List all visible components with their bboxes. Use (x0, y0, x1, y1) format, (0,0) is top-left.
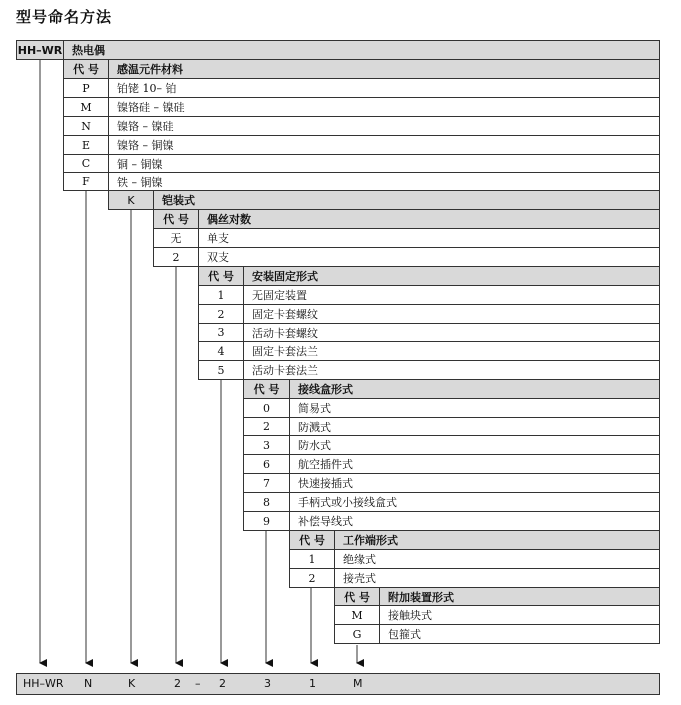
item-code: P (64, 79, 109, 97)
item-code: 1 (199, 286, 244, 304)
list-item (63, 117, 660, 136)
junction-header-code: 代 号 (244, 380, 290, 398)
list-item (198, 361, 660, 380)
item-code: 2 (154, 248, 199, 266)
tip-header-row (289, 531, 660, 550)
junction-header-label: 接线盒形式 (298, 383, 353, 396)
item-label: 快速接插式 (298, 477, 353, 490)
tip-header-label: 工作端形式 (343, 534, 398, 547)
item-label: 活动卡套法兰 (252, 364, 318, 377)
example-part-tip: 1 (309, 677, 316, 690)
item-code: 0 (244, 399, 290, 417)
item-label: 镍铬 – 镍硅 (117, 120, 174, 133)
extra-header-code: 代 号 (335, 588, 380, 605)
mount-header-row (198, 267, 660, 286)
item-code: M (64, 98, 109, 116)
list-item (63, 79, 660, 98)
item-code: N (64, 117, 109, 135)
list-item (153, 248, 660, 267)
item-code: 3 (244, 436, 290, 454)
item-label: 活动卡套螺纹 (252, 326, 318, 340)
item-label: 补偿导线式 (298, 515, 353, 528)
item-label: 接壳式 (343, 572, 376, 585)
item-code: 8 (244, 493, 290, 511)
example-part-junction: 3 (264, 677, 271, 690)
item-code: F (64, 173, 109, 190)
item-label: 防溅式 (298, 420, 331, 434)
item-code: 4 (199, 342, 244, 360)
item-label: 铂铑 10– 铂 (117, 82, 177, 95)
mount-header-code: 代 号 (199, 267, 244, 285)
item-code: 9 (244, 512, 290, 530)
item-label: 固定卡套法兰 (252, 345, 318, 358)
list-item (63, 155, 660, 173)
list-item (198, 342, 660, 361)
item-label: 包箍式 (388, 628, 421, 641)
example-part-armor: K (128, 677, 136, 690)
example-part-main: HH–WR (23, 677, 64, 690)
item-label: 镍铬 – 铜镍 (117, 139, 174, 152)
page-title: 型号命名方法 (16, 8, 113, 26)
list-item (334, 625, 660, 644)
extra-header-row (334, 588, 660, 606)
item-code: 2 (290, 569, 335, 587)
item-code: G (335, 625, 380, 643)
item-code: 7 (244, 474, 290, 492)
main-code: HH–WR (17, 41, 64, 59)
armor-row (108, 191, 660, 210)
item-code: 2 (199, 305, 244, 323)
item-code: 无 (154, 229, 199, 247)
item-code: M (335, 606, 380, 624)
list-item (243, 493, 660, 512)
list-item (243, 436, 660, 455)
item-label: 接触块式 (388, 609, 432, 622)
pairs-header-row (153, 210, 660, 229)
list-item (63, 136, 660, 155)
armor-code: K (109, 191, 154, 209)
item-label: 双支 (207, 251, 229, 264)
list-item (198, 324, 660, 342)
pairs-header-label: 偶丝对数 (207, 213, 251, 226)
example-part-material: N (84, 677, 93, 690)
item-label: 航空插件式 (298, 458, 353, 471)
item-code: 6 (244, 455, 290, 473)
item-code: 5 (199, 361, 244, 379)
material-header-row (63, 60, 660, 79)
list-item (289, 550, 660, 569)
armor-label: 铠装式 (162, 194, 195, 207)
pairs-header-code: 代 号 (154, 210, 199, 228)
example-part-mount: 2 (219, 677, 226, 690)
item-code: 3 (199, 324, 244, 341)
item-label: 无固定装置 (252, 289, 307, 302)
list-item (198, 286, 660, 305)
item-label: 铜 – 铜镍 (117, 157, 163, 171)
list-item (243, 512, 660, 531)
list-item (243, 399, 660, 418)
extra-header-label: 附加装置形式 (388, 590, 454, 604)
item-code: 1 (290, 550, 335, 568)
example-part-pairs: 2 (174, 677, 181, 690)
item-label: 简易式 (298, 402, 331, 415)
junction-header-row (243, 380, 660, 399)
list-item (334, 606, 660, 625)
list-item (63, 173, 660, 191)
example-model-code (16, 673, 660, 695)
material-header-code: 代 号 (64, 60, 109, 78)
item-label: 单支 (207, 232, 229, 245)
material-header-label: 感温元件材料 (117, 63, 183, 76)
item-label: 镍铬硅 – 镍硅 (117, 101, 185, 114)
list-item (198, 305, 660, 324)
item-label: 固定卡套螺纹 (252, 308, 318, 321)
list-item (243, 455, 660, 474)
main-name: 热电偶 (72, 44, 105, 57)
item-label: 防水式 (298, 439, 331, 452)
list-item (243, 474, 660, 493)
item-label: 手柄式或小接线盒式 (298, 496, 397, 509)
list-item (153, 229, 660, 248)
item-code: E (64, 136, 109, 154)
example-part-extra: M (353, 677, 363, 690)
example-dash: – (195, 677, 201, 690)
item-code: C (64, 155, 109, 172)
item-code: 2 (244, 418, 290, 435)
list-item (243, 418, 660, 436)
list-item (289, 569, 660, 588)
item-label: 铁 – 铜镍 (117, 175, 163, 189)
mount-header-label: 安装固定形式 (252, 270, 318, 283)
list-item (63, 98, 660, 117)
tip-header-code: 代 号 (290, 531, 335, 549)
main-header-row (16, 40, 660, 60)
item-label: 绝缘式 (343, 553, 376, 566)
